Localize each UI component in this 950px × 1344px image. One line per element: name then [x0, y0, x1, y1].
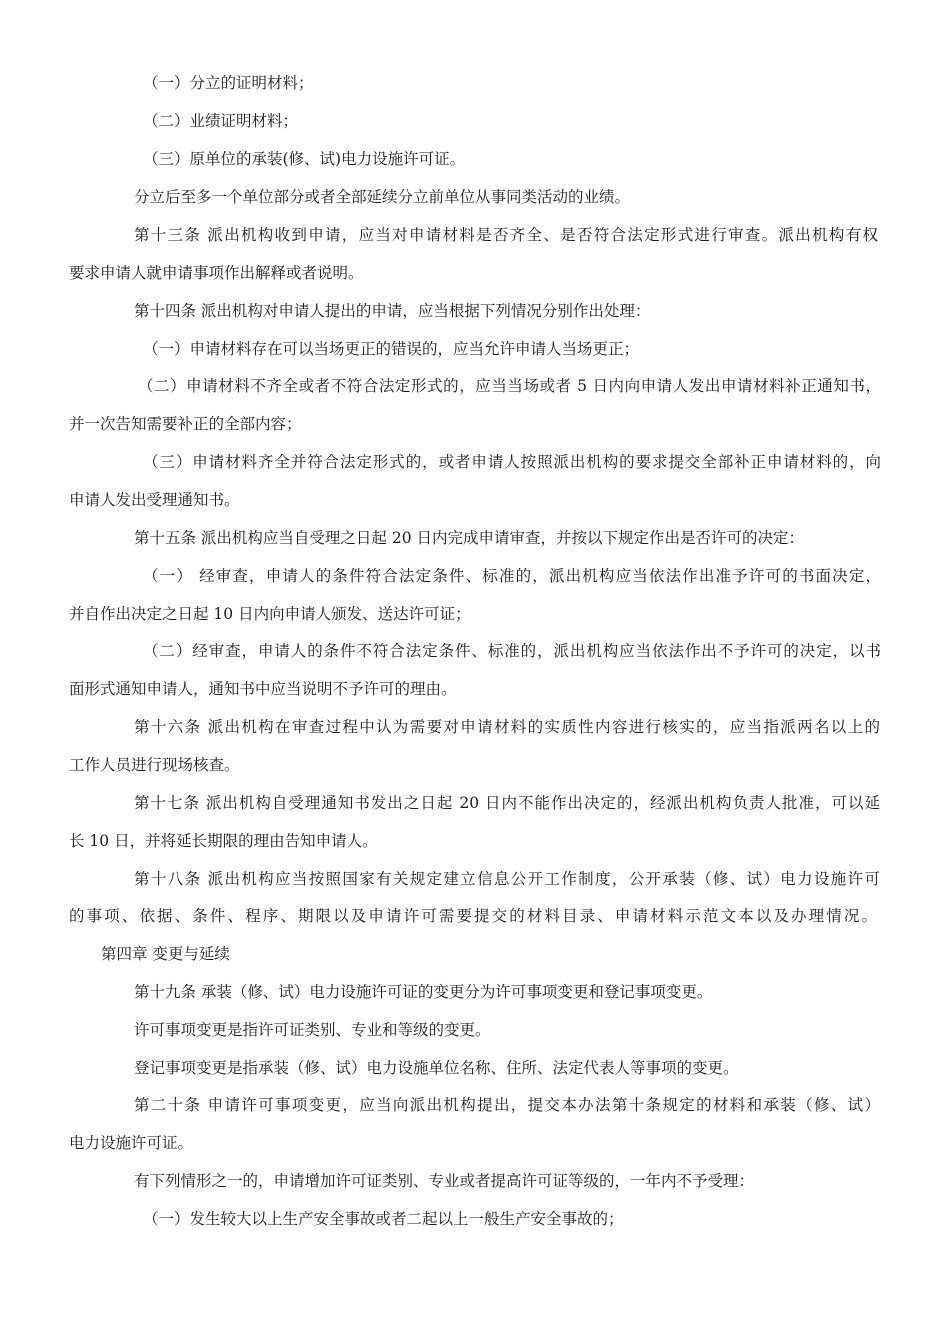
paragraph-line: （二）经审查，申请人的条件不符合法定条件、标准的，派出机构应当依法作出不予许可的决定，以书	[143, 642, 881, 660]
paragraph-line: 第十三条 派出机构收到申请，应当对申请材料是否齐全、是否符合法定形式进行审查。派出机构有权	[134, 226, 878, 244]
paragraph-line: （二）业绩证明材料；	[143, 112, 299, 130]
paragraph-line: 分立后至多一个单位部分或者全部延续分立前单位从事同类活动的业绩。	[134, 188, 631, 206]
paragraph-line: 电力设施许可证。	[69, 1134, 194, 1152]
chapter-heading: 第四章 变更与延续	[101, 945, 230, 963]
paragraph-line: 面形式通知申请人，通知书中应当说明不予许可的理由。	[69, 680, 457, 698]
paragraph-line: 要求申请人就申请事项作出解释或者说明。	[69, 264, 364, 282]
paragraph-line: 的事项、依据、条件、程序、期限以及申请许可需要提交的材料目录、申请材料示范文本以及办理情况。	[69, 907, 877, 925]
paragraph-line: 第十七条 派出机构自受理通知书发出之日起 20 日内不能作出决定的，经派出机构负责人批准，可以延	[134, 794, 880, 812]
paragraph-line: 第十八条 派出机构应当按照国家有关规定建立信息公开工作制度，公开承装（修、试）电力设施许可	[134, 870, 880, 888]
paragraph-line: 第十六条 派出机构在审查过程中认为需要对申请材料的实质性内容进行核实的，应当指派两名以上的	[134, 718, 880, 736]
paragraph-line: 许可事项变更是指许可证类别、专业和等级的变更。	[134, 1021, 491, 1039]
paragraph-line: （一） 经审查，申请人的条件符合法定条件、标准的，派出机构应当依法作出准予许可的书面决定，	[143, 567, 881, 585]
paragraph-line: （三）申请材料齐全并符合法定形式的，或者申请人按照派出机构的要求提交全部补正申请材料的，向	[143, 453, 881, 471]
paragraph-line: 第十四条 派出机构对申请人提出的申请，应当根据下列情况分别作出处理：	[134, 302, 651, 320]
paragraph-line: 有下列情形之一的，申请增加许可证类别、专业或者提高许可证等级的，一年内不予受理：	[134, 1172, 755, 1190]
paragraph-line: 第二十条 申请许可事项变更，应当向派出机构提出，提交本办法第十条规定的材料和承装（修、试）	[134, 1096, 880, 1114]
paragraph-line: 并自作出决定之日起 10 日内向申请人颁发、送达许可证；	[69, 605, 471, 623]
paragraph-line: 申请人发出受理通知书。	[69, 491, 240, 509]
paragraph-line: 工作人员进行现场核查。	[69, 756, 240, 774]
paragraph-line: 并一次告知需要补正的全部内容；	[69, 415, 302, 433]
paragraph-line: 第十九条 承装（修、试）电力设施许可证的变更分为许可事项变更和登记事项变更。	[134, 983, 713, 1001]
paragraph-line: 第十五条 派出机构应当自受理之日起 20 日内完成申请审查，并按以下规定作出是否许可的决定：	[134, 529, 805, 547]
paragraph-line: （一）发生较大以上生产安全事故或者二起以上一般生产安全事故的；	[143, 1210, 624, 1228]
paragraph-line: （三）原单位的承装(修、试)电力设施许可证。	[143, 150, 466, 168]
paragraph-line: （一）分立的证明材料；	[143, 74, 314, 92]
paragraph-line: （二）申请材料不齐全或者不符合法定形式的，应当当场或者 5 日内向申请人发出申请材料补正通知书，	[138, 377, 881, 395]
paragraph-line: （一）申请材料存在可以当场更正的错误的，应当允许申请人当场更正；	[143, 340, 640, 358]
paragraph-line: 长 10 日，并将延长期限的理由告知申请人。	[69, 832, 378, 850]
paragraph-line: 登记事项变更是指承装（修、试）电力设施单位名称、住所、法定代表人等事项的变更。	[134, 1059, 739, 1077]
